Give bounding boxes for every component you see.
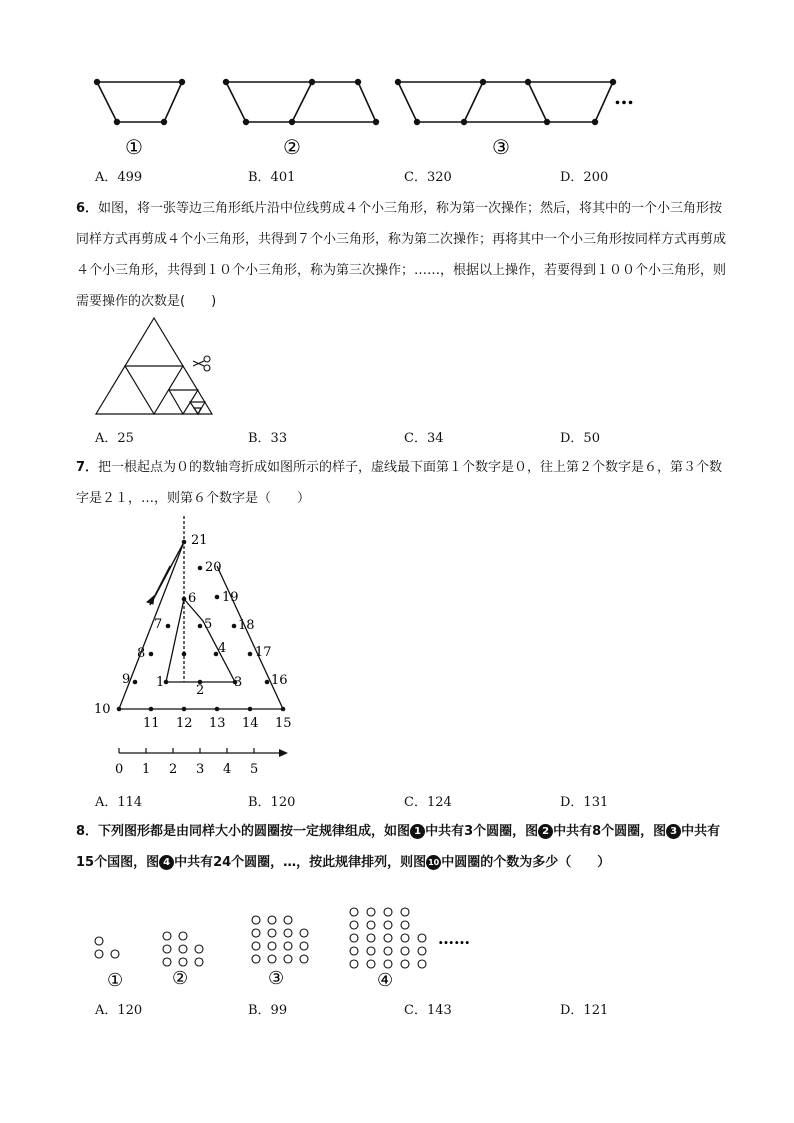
q8-label-1: ① <box>107 970 124 991</box>
q8-label-4: ④ <box>377 970 394 991</box>
pattern-circle <box>401 960 409 968</box>
num-6: 6 <box>188 591 197 606</box>
pattern-circle <box>284 929 292 937</box>
q6-option-a[interactable]: A．25 <box>95 431 134 446</box>
q7-folded-number-line <box>90 512 310 784</box>
q8-label-3: ③ <box>268 968 285 989</box>
pattern-circle <box>418 960 426 968</box>
pattern-circle <box>367 934 375 942</box>
q8-text-b: 中共有3个圆圈，图 <box>425 824 539 839</box>
q8-text-a: 下列图形都是由同样大小的圆圈按一定规律组成，如图 <box>98 824 411 839</box>
q5-option-a[interactable]: A．499 <box>95 170 143 185</box>
pattern-circle <box>95 937 103 945</box>
num-15: 15 <box>275 716 292 731</box>
pattern-circle <box>179 958 187 966</box>
pattern-circle <box>163 958 171 966</box>
num-4: 4 <box>218 641 227 656</box>
axis-1: 1 <box>142 762 151 777</box>
pattern-circle <box>284 955 292 963</box>
num-10: 10 <box>94 702 111 717</box>
pattern-circle <box>95 950 103 958</box>
num-13: 13 <box>209 716 226 731</box>
num-20: 20 <box>205 560 222 575</box>
q6-question <box>76 193 726 317</box>
q8-mark-10: 10 <box>426 855 441 870</box>
pattern-circle <box>268 955 276 963</box>
q6-option-c[interactable]: C．34 <box>404 431 444 446</box>
pattern-circle <box>350 960 358 968</box>
q7-option-c[interactable]: C．124 <box>404 795 452 810</box>
pattern-circle <box>252 929 260 937</box>
num-5: 5 <box>204 617 213 632</box>
pattern-circle <box>401 908 409 916</box>
num-1: 1 <box>156 675 165 690</box>
pattern-circle <box>350 947 358 955</box>
num-14: 14 <box>242 716 259 731</box>
pattern-circle <box>179 932 187 940</box>
q8-mark-2: 2 <box>538 824 553 839</box>
q5-label-2: ② <box>283 135 301 159</box>
pattern-circle <box>179 945 187 953</box>
axis-5: 5 <box>250 762 259 777</box>
q8-ellipsis: …… <box>438 929 470 948</box>
q5-label-1: ① <box>125 135 143 159</box>
num-2: 2 <box>196 683 205 698</box>
q7-question <box>76 452 726 514</box>
axis-2: 2 <box>169 762 178 777</box>
pattern-circle <box>268 929 276 937</box>
axis-3: 3 <box>196 762 205 777</box>
q8-mark-4: 4 <box>159 855 174 870</box>
q6-text: 如图，将一张等边三角形纸片沿中位线剪成４个小三角形，称为第一次操作；然后，将其中的一个小三角形按同样方式再剪成４个小三角形，共得到７个小三角形，称为第二次操作；再将其中一个小三角形按同样方式再剪成４个小三角形，共得到１０个小三角形，称为第三次操作；……，根据以上操作，若要得到１００个小三角形，则需要操作的次数是( ) <box>76 201 727 309</box>
pattern-circle <box>401 947 409 955</box>
q8-option-d[interactable]: D．121 <box>560 1003 609 1018</box>
pattern-circle <box>195 958 203 966</box>
pattern-circle <box>350 921 358 929</box>
q6-option-d[interactable]: D．50 <box>560 431 600 446</box>
q7-text: 把一根起点为０的数轴弯折成如图所示的样子，虚线最下面第１个数字是０，往上第２个数字是６，第３个数字是２１，…，则第６个数字是（ ） <box>76 460 723 506</box>
num-9: 9 <box>122 672 131 687</box>
pattern-circle <box>163 945 171 953</box>
q8-text-e: 中共有24个圆圈，…，按此规律排列，则图 <box>174 855 427 870</box>
pattern-circle <box>268 942 276 950</box>
pattern-circle <box>350 908 358 916</box>
pattern-circle <box>367 947 375 955</box>
q7-option-a[interactable]: A．114 <box>95 795 143 810</box>
pattern-circle <box>300 955 308 963</box>
arrow-icon <box>152 542 184 602</box>
pattern-circle <box>195 945 203 953</box>
axis-0: 0 <box>115 762 124 777</box>
q7-option-d[interactable]: D．131 <box>560 795 609 810</box>
num-21: 21 <box>191 533 208 548</box>
q5-option-d[interactable]: D．200 <box>560 170 609 185</box>
pattern-circle <box>111 950 119 958</box>
q8-text-c: 中共有8个圆圈，图 <box>553 824 667 839</box>
pattern-circle <box>300 942 308 950</box>
pattern-circle <box>384 908 392 916</box>
pattern-circle <box>284 942 292 950</box>
q6-triangle-figure <box>90 314 220 418</box>
axis-4: 4 <box>223 762 232 777</box>
pattern-circle <box>384 960 392 968</box>
pattern-circle <box>418 934 426 942</box>
pattern-circle <box>350 934 358 942</box>
q5-label-3: ③ <box>492 135 510 159</box>
q8-option-b[interactable]: B．99 <box>248 1003 288 1018</box>
pattern-circle <box>252 955 260 963</box>
pattern-circle <box>384 921 392 929</box>
pattern-circle <box>252 916 260 924</box>
q5-figure-2 <box>224 80 379 125</box>
pattern-circle <box>268 916 276 924</box>
num-7: 7 <box>154 617 163 632</box>
q5-option-b[interactable]: B．401 <box>248 170 296 185</box>
q5-figure-1 <box>95 80 185 125</box>
pattern-circle <box>367 960 375 968</box>
num-11: 11 <box>143 716 160 731</box>
q5-ellipsis: … <box>614 85 634 109</box>
pattern-circle <box>367 908 375 916</box>
q7-option-b[interactable]: B．120 <box>248 795 296 810</box>
num-19: 19 <box>222 590 239 605</box>
pattern-circle <box>418 947 426 955</box>
q5-option-c[interactable]: C．320 <box>404 170 452 185</box>
pattern-circle <box>401 934 409 942</box>
num-3: 3 <box>234 675 243 690</box>
q6-number: 6． <box>76 201 99 216</box>
q8-circle-figures <box>88 902 488 992</box>
num-8: 8 <box>137 646 146 661</box>
q6-option-b[interactable]: B．33 <box>248 431 288 446</box>
straight-number-line <box>119 748 286 753</box>
num-16: 16 <box>271 673 288 688</box>
q8-label-2: ② <box>172 968 189 989</box>
pattern-circle <box>384 947 392 955</box>
q5-trapezoid-figures <box>80 68 660 164</box>
scissors-icon <box>193 356 210 371</box>
q8-mark-3: 3 <box>666 824 681 839</box>
q8-option-a[interactable]: A．120 <box>95 1003 143 1018</box>
pattern-circle <box>384 934 392 942</box>
q8-mark-1: 1 <box>410 824 425 839</box>
num-18: 18 <box>238 618 255 633</box>
pattern-circle <box>300 929 308 937</box>
q8-number: 8． <box>76 824 99 839</box>
pattern-circle <box>284 916 292 924</box>
q8-text-d: 中共有15个国图，图 <box>76 824 721 870</box>
pattern-circle <box>163 932 171 940</box>
q5-figure-3 <box>396 80 616 125</box>
q8-question <box>76 816 726 878</box>
num-12: 12 <box>176 716 193 731</box>
pattern-circle <box>367 921 375 929</box>
q8-option-c[interactable]: C．143 <box>404 1003 452 1018</box>
num-17: 17 <box>255 645 272 660</box>
q8-text-f: 中圆圈的个数为多少（ ） <box>441 855 611 870</box>
q7-number: 7． <box>76 460 99 475</box>
pattern-circle <box>401 921 409 929</box>
pattern-circle <box>252 942 260 950</box>
